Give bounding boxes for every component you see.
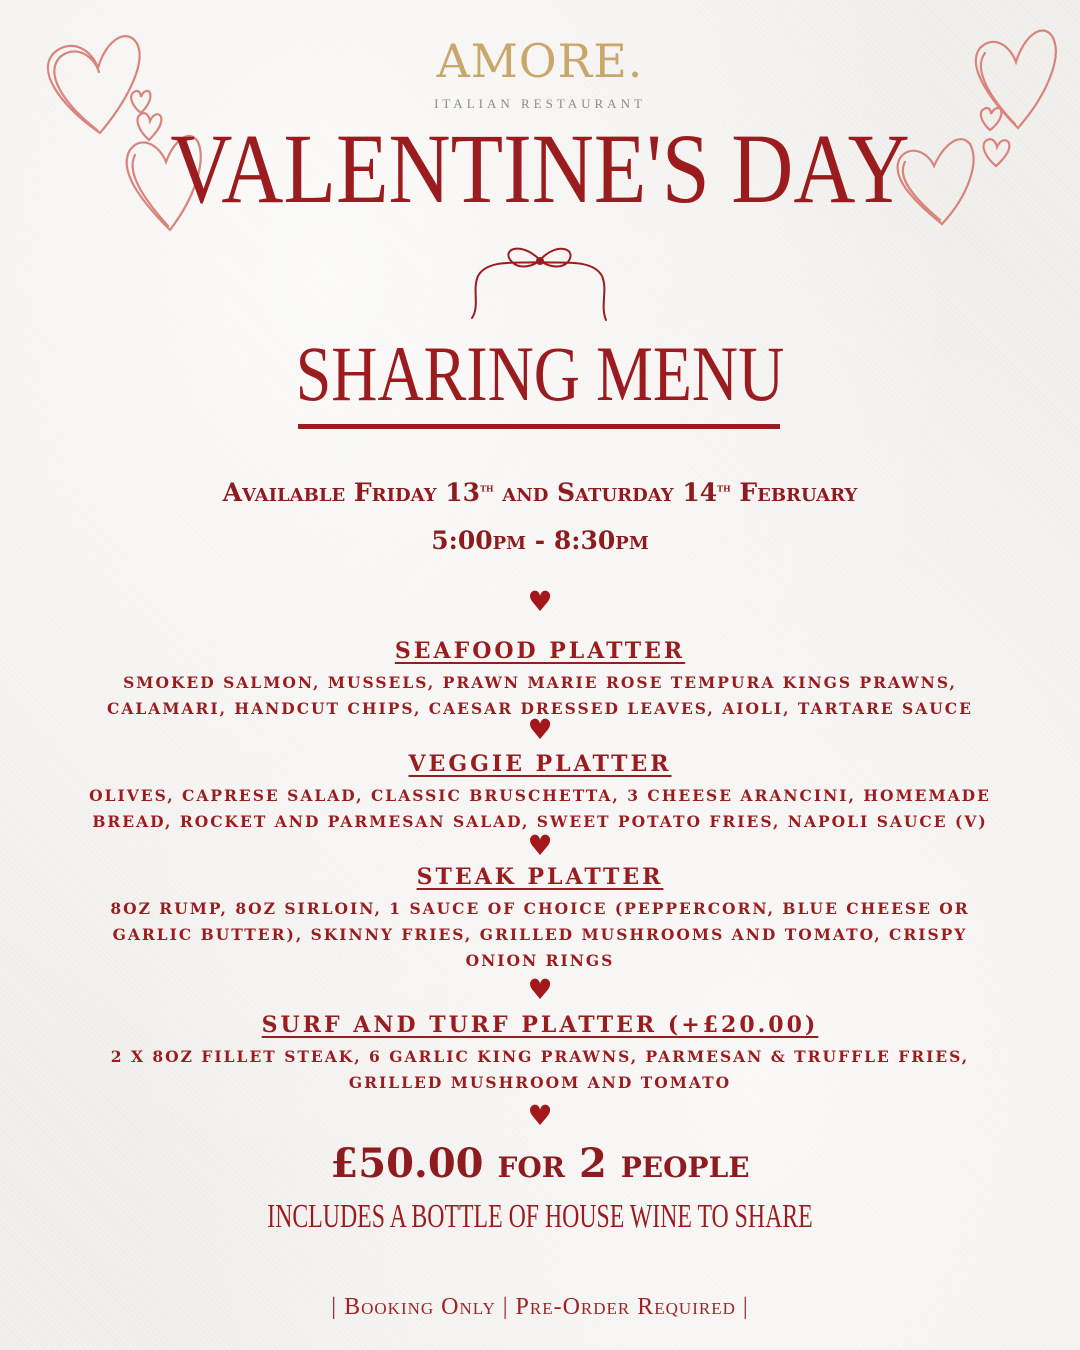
- availability-sup1: th: [480, 480, 494, 495]
- availability-part2: and Saturday 14: [493, 478, 718, 507]
- section-title-seafood: SEAFOOD PLATTER: [394, 638, 686, 664]
- heart-icon: ♥: [527, 829, 553, 862]
- menu-title-underline: [298, 424, 780, 429]
- price-amount: £50.00: [330, 1140, 484, 1187]
- section-desc-line: 2 X 8OZ FILLET STEAK, 6 GARLIC KING PRAWNS, PARMESAN & TRUFFLE FRIES,: [110, 1047, 970, 1066]
- menu-title: SHARING MENU: [295, 330, 785, 417]
- brand-subtitle: ITALIAN RESTAURANT: [434, 96, 646, 111]
- section-desc-line: GARLIC BUTTER), SKINNY FRIES, GRILLED MUSHROOMS AND TOMATO, CRISPY: [112, 925, 968, 944]
- section-desc-line: BREAD, ROCKET AND PARMESAN SALAD, SWEET POTATO FRIES, NAPOLI SAUCE (V): [92, 812, 988, 831]
- availability-sup2: th: [717, 480, 731, 495]
- section-desc-line: CALAMARI, HANDCUT CHIPS, CAESAR DRESSED LEAVES, AIOLI, TARTARE SAUCE: [107, 699, 973, 718]
- section-title-steak: STEAK PLATTER: [416, 864, 664, 890]
- section-desc-steak: [60, 896, 1020, 974]
- section-desc-line: OLIVES, CAPRESE SALAD, CLASSIC BRUSCHETTA, 3 CHEESE ARANCINI, HOMEMADE: [89, 786, 991, 805]
- section-title-surf-turf: SURF AND TURF PLATTER (+£20.00): [261, 1012, 819, 1038]
- availability-hours: 5:00pm - 8:30pm: [431, 526, 649, 555]
- availability-part3: February: [730, 478, 858, 507]
- heart-icon: ♥: [527, 585, 553, 618]
- page-title: VALENTINE'S DAY: [170, 113, 910, 224]
- section-desc-line: ONION RINGS: [465, 951, 615, 970]
- ribbon-bow-icon: [472, 249, 606, 320]
- section-desc-veggie: [60, 783, 1020, 835]
- heart-icon: ♥: [527, 973, 553, 1006]
- section-desc-surf-turf: [60, 1044, 1020, 1096]
- section-desc-line: GRILLED MUSHROOM AND TOMATO: [348, 1073, 732, 1092]
- availability-part1: Available Friday 13: [222, 478, 481, 507]
- price-people: for 2 people: [497, 1140, 750, 1187]
- section-title-veggie: VEGGIE PLATTER: [408, 751, 672, 777]
- heart-icon: ♥: [527, 1099, 553, 1132]
- wine-note: INCLUDES A BOTTLE OF HOUSE WINE TO SHARE: [267, 1198, 813, 1235]
- footer-note: | Booking Only | Pre-Order Required |: [331, 1294, 749, 1320]
- heart-icon: ♥: [527, 713, 553, 746]
- section-desc-line: SMOKED SALMON, MUSSELS, PRAWN MARIE ROSE TEMPURA KINGS PRAWNS,: [123, 673, 957, 692]
- brand-logo: AMORE.: [436, 34, 644, 88]
- section-desc-line: 8OZ RUMP, 8OZ SIRLOIN, 1 SAUCE OF CHOICE (PEPPERCORN, BLUE CHEESE OR: [110, 899, 970, 918]
- availability-dates: [0, 478, 1080, 507]
- price: [0, 1140, 1080, 1187]
